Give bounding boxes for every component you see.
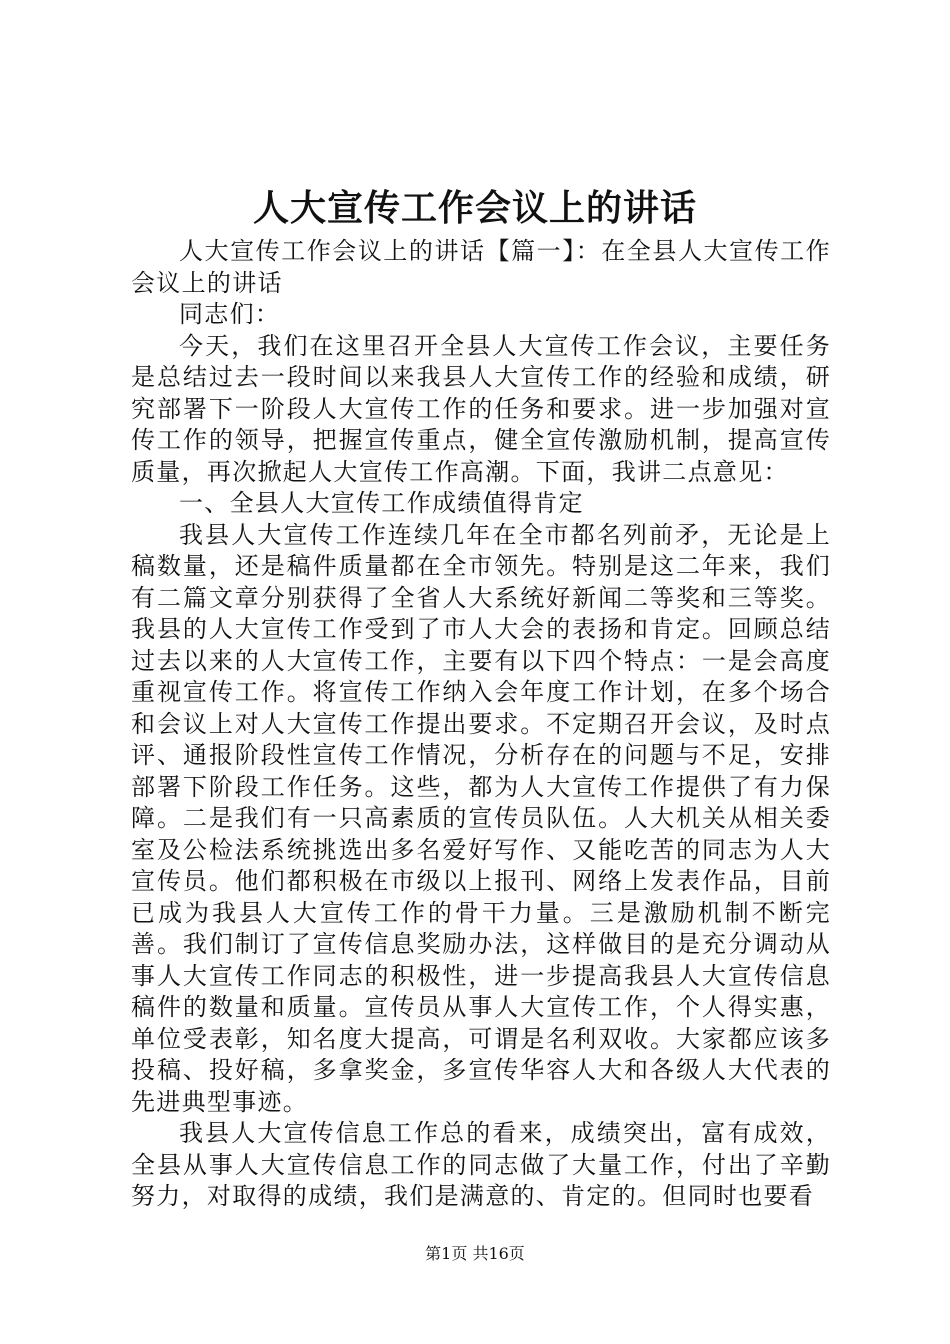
paragraph-salutation: 同志们：: [179, 300, 281, 328]
section-heading: 一、全县人大宣传工作成绩值得肯定: [179, 489, 584, 517]
paragraph-achievements: 我县人大宣传工作连续几年在全市都名列前矛，无论是上稿数量，还是稿件质量都在全市领先。特别是这二年来，我们有二篇文章分别获得了全省人大系统好新闻二等奖和三等奖。我县的人大宣传工作受到了市人大会的表扬和肯定。回顾总结过去以来的人大宣传工作，主要有以下四个特点：一是会高度重视宣传工作。将宣传工作纳入会年度工作计划，在多个场合和会议上对人大宣传工作提出要求。不定期召开会议，及时点评、通报阶段性宣传工作情况，分析存在的问题与不足，安排部署下阶段工作任务。这些，都为人大宣传工作提供了有力保障。二是我们有一只高素质的宣传员队伍。人大机关从相关委室及公检法系统挑选出多名爱好写作、又能吃苦的同志为人大宣传员。他们都积极在市级以上报刊、网络上发表作品，目前已成为我县人大宣传工作的骨干力量。三是激励机制不断完善。我们制订了宣传信息奖励办法，这样做目的是充分调动从事人大宣传工作同志的积极性，进一步提高我县人大宣传信息稿件的数量和质量。宣传员从事人大宣传工作，个人得实惠，单位受表彰，知名度大提高，可谓是名利双收。大家都应该多投稿、投好稿，多拿奖金，多宣传华容人大和各级人大代表的先进典型事迹。: [131, 520, 831, 1116]
paragraph-summary: 我县人大宣传信息工作总的看来，成绩突出，富有成效，全县从事人大宣传信息工作的同志做了大量工作，付出了辛勤努力，对取得的成绩，我们是满意的、肯定的。但同时也要看: [131, 1119, 831, 1210]
paragraph-subtitle: 人大宣传工作会议上的讲话【篇一】：在全县人大宣传工作会议上的讲话: [131, 237, 831, 297]
document-title: 人大宣传工作会议上的讲话: [252, 187, 697, 229]
document-body: [131, 236, 831, 1213]
page-footer: 第1页 共16页: [425, 1244, 525, 1263]
paragraph-intro: 今天，我们在这里召开全县人大宣传工作会议，主要任务是总结过去一段时间以来我县人大宣传工作的经验和成绩，研究部署下一阶段人大宣传工作的任务和要求。进一步加强对宣传工作的领导，把握宣传重点，健全宣传激励机制，提高宣传质量，再次掀起人大宣传工作高潮。下面，我讲二点意见：: [131, 331, 831, 486]
